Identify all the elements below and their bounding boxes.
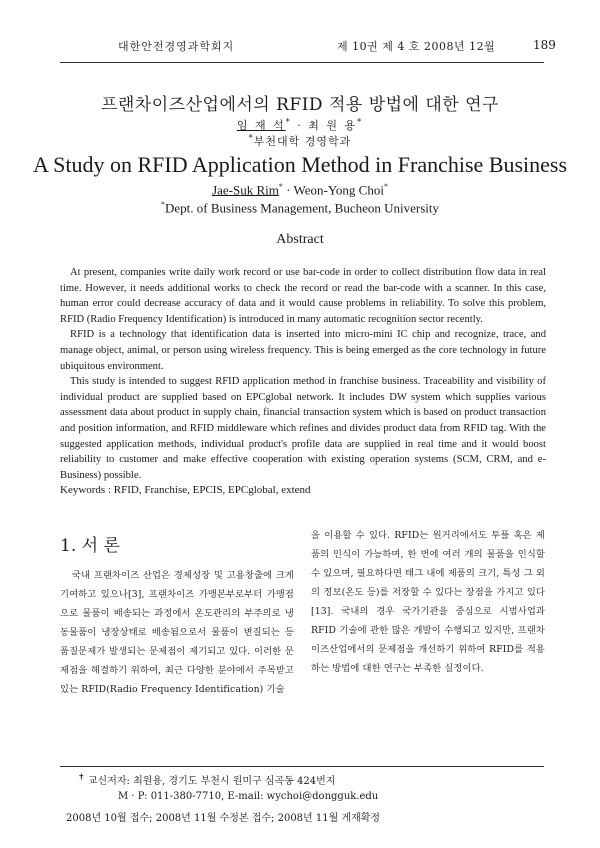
footnote-divider: [60, 766, 544, 767]
korean-title: 프랜차이즈산업에서의 RFID 적용 방법에 대한 연구: [101, 95, 499, 115]
body-column-left: [60, 566, 294, 699]
english-authors: Jae-Suk Rim* · Weon-Yong Choi*: [212, 182, 388, 198]
korean-author-2: 최 원 용: [308, 119, 358, 132]
english-title: A Study on RFID Application Method in Franchise Business: [32, 152, 568, 177]
korean-author-1: 임 재 석: [236, 119, 286, 132]
abstract-paragraph: RFID is a technology that identification data is inserted into micro-mini IC chip and recognize, trace, and manage object, animal, or person using wireless frequency. This is being emerged as the core technology in future ubiquitous environment.: [60, 329, 546, 372]
section-title: 1. 서 론: [60, 536, 120, 556]
korean-affiliation: *부천대학 경영학과: [248, 133, 352, 148]
page-number: 189: [533, 38, 556, 52]
issue-info: 제 10권 제 4 호 2008년 12월: [337, 40, 496, 53]
keywords-list: RFID, Franchise, EPCIS, EPCglobal, extend: [113, 484, 311, 496]
keywords-line: [60, 484, 311, 496]
keywords-label: Keywords :: [60, 484, 112, 496]
footnote-contact: M · P: 011-380-7710, E-mail: wychoi@dongguk.edu: [118, 791, 379, 802]
body-column-right: [311, 526, 545, 678]
journal-name: 대한안전경영과학회지: [118, 40, 235, 53]
abstract-paragraph: At present, companies write daily work record or use bar-code in order to collect distribution flow data in real time. However, it needs additional works to check the record or read the bar-code with a scanner. In this case, human error could decrease accuracy of data and it would cause problems in reliability. To solve this problem, RFID (Radio Frequency Identification) is introduced in many automatic recognition sector recently.: [60, 267, 546, 325]
abstract-paragraph: This study is intended to suggest RFID application method in franchise business. Traceability and visibility of individual product are supplied based on EPCglobal network. It includes DW system which supplies various assessment data about product in supply chain, financial transaction system which is based on product transaction and position information, and RFID middleware which refines and divides product data from RFID tag. With the suggested application methods, individual product's profile data are supplied in real time and it would boost reliability to customer and make effective cooperation with existing operation systems (SCM, CRM, and e-Business) possible.: [60, 376, 546, 481]
korean-author-separator: ·: [297, 119, 303, 132]
body-paragraph: 국내 프랜차이즈 산업은 경제성장 및 고용창출에 크게 기여하고 있으나[3], 프랜차이즈 가맹본부로부터 가맹점으로 물품이 배송되는 과정에서 온도관리의 부주의로 냉동물품이 냉장상태로 배송됨으로서 물품이 변질되는 등 품질문제가 발생되는 문제점이 제기되고 있다. 이러한 문제점을 해결하기 위하여, 최근 다양한 분야에서 주목받고 있는 RFID(Radio Frequency Identification) 기술: [60, 570, 294, 695]
korean-authors: 임 재 석* · 최 원 용*: [236, 117, 364, 132]
english-author-1: Jae-Suk Rim: [212, 182, 279, 198]
abstract-heading: Abstract: [276, 232, 324, 247]
abstract-body: [60, 265, 546, 483]
body-paragraph: 을 이용할 수 있다. RFID는 원거리에서도 투플 혹은 제품의 인식이 가능하며, 한 번에 여러 개의 물품을 인식할 수 있으며, 필요하다면 태그 내에 제품의 크기, 특성 그 외의 정보(온도 등)를 저장할 수 있다는 장점을 가지고 있다[13]. 국내의 경우 국가기관을 중심으로 시범사업과 RFID 기술에 관한 많은 개발이 수행되고 있지만, 프랜차이즈산업에서의 문제점을 개선하기 위하여 RFID를 적용하는 방법에 대한 연구는 부족한 실정이다.: [311, 530, 545, 674]
header-divider: [60, 62, 544, 63]
english-author-2: Weon-Yong Choi: [293, 182, 384, 198]
footnote-dates: 2008년 10월 접수; 2008년 11월 수정본 접수; 2008년 11월 게재확정: [66, 813, 381, 824]
footnote-corresponding: ✝ 교신저자: 최원용, 경기도 부천시 원미구 심곡동 424번지: [78, 772, 336, 787]
english-author-separator: ·: [286, 182, 291, 198]
english-affiliation: *Dept. of Business Management, Bucheon University: [160, 200, 440, 216]
